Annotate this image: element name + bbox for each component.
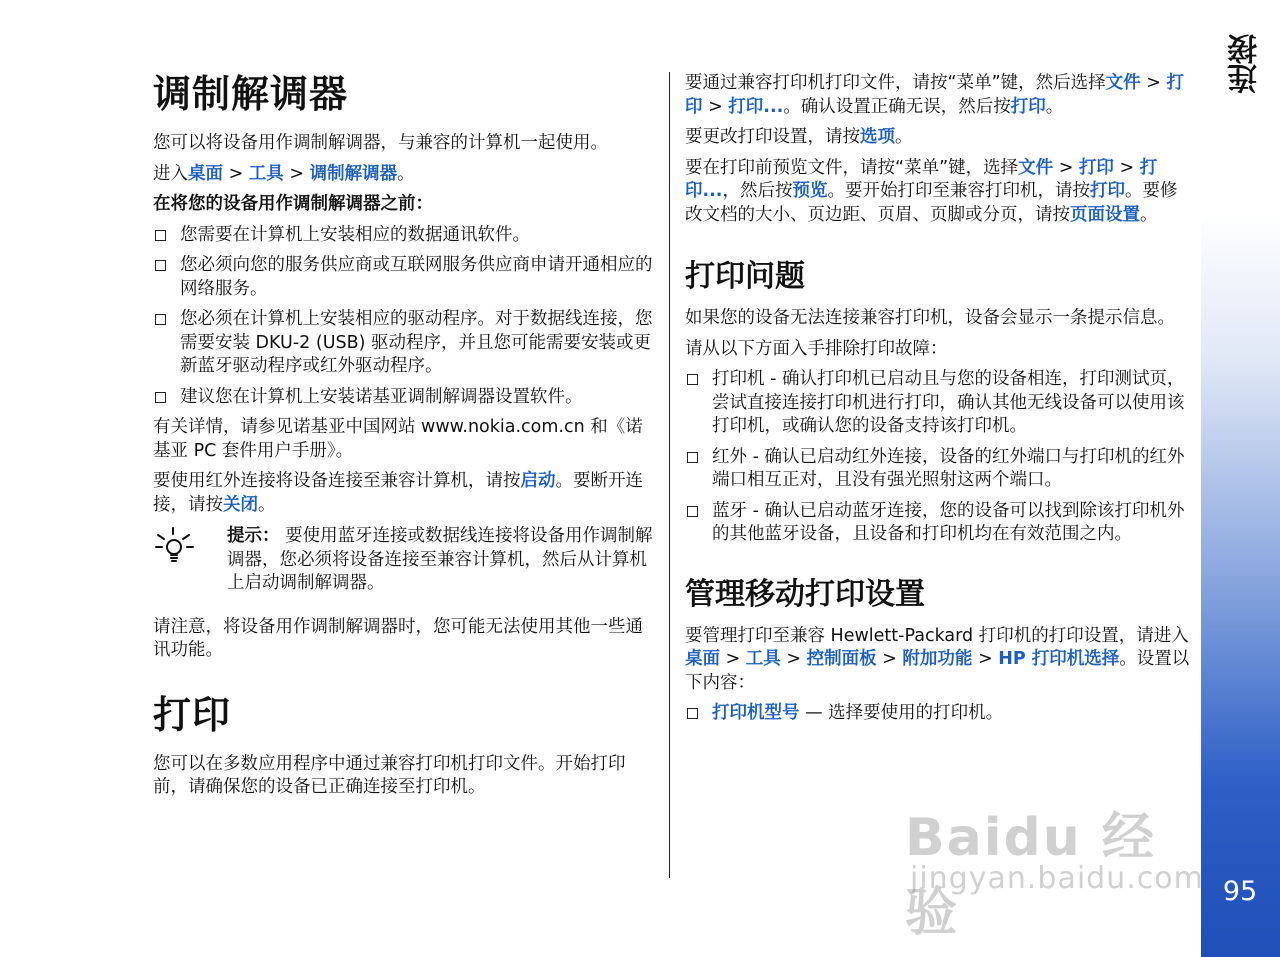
text: 要更改打印设置，请按: [685, 127, 860, 147]
section-heading-problems: 打印问题: [685, 259, 805, 294]
side-tab-bar: [1201, 0, 1280, 957]
modem-intro: 您可以将设备用作调制解调器，与兼容的计算机一起使用。: [153, 133, 608, 153]
list-item: [685, 702, 1190, 726]
list-item-text: 红外 - 确认已启动红外连接，设备的红外端口与打印机的红外端口相互正对，且没有强光照射这两个端口。: [712, 446, 1185, 490]
link-page-setup[interactable]: 页面设置: [1070, 204, 1140, 225]
problems-list: [685, 368, 1190, 547]
section-heading-modem: 调制解调器: [153, 72, 349, 116]
list-item-text: 选择要使用的打印机。: [828, 703, 1004, 723]
link-modem[interactable]: 调制解调器: [309, 163, 398, 184]
list-item: [153, 386, 658, 410]
list-item-text: 您必须向您的服务供应商或互联网服务供应商申请开通相应的网络服务。: [180, 255, 653, 299]
tip-label: 提示：: [227, 526, 280, 546]
nav-separator: >: [702, 96, 729, 117]
list-item: [153, 254, 658, 301]
nav-separator: >: [283, 163, 310, 184]
link-print-dots[interactable]: 打印...: [728, 96, 784, 117]
link-print[interactable]: 打印: [1078, 157, 1114, 178]
list-item: [153, 224, 658, 248]
link-tools[interactable]: 工具: [745, 649, 781, 669]
nav-separator: >: [720, 649, 746, 669]
link-close[interactable]: 关闭: [223, 494, 258, 515]
nav-separator: >: [972, 649, 999, 669]
list-item-text: 蓝牙 - 确认已启动蓝牙连接，您的设备可以找到除该打印机外的其他蓝牙设备，且设备和打印机均在有效范围之内。: [712, 500, 1185, 544]
watermark: [905, 795, 1204, 943]
list-item-text: 您需要在计算机上安装相应的数据通讯软件。: [180, 224, 530, 245]
checkbox-bullet-icon: [687, 506, 698, 517]
link-tools[interactable]: 工具: [248, 163, 284, 184]
text: 。: [1140, 204, 1158, 225]
checkbox-bullet-icon: [155, 230, 166, 241]
manage-path: [685, 625, 1190, 696]
column-divider: [669, 72, 670, 878]
nav-separator: >: [876, 649, 903, 669]
text: 。要修改文档的大小、页边距、页眉、页脚或分页，请按: [685, 181, 1178, 225]
list-item-text: 您必须在计算机上安装相应的驱动程序。对于数据线连接，您需要安装 DKU-2 (USB) 驱动程序，并且您可能需要安装或更新蓝牙驱动程序或红外驱动程序。: [180, 309, 653, 376]
section-heading-print: 打印: [153, 692, 232, 737]
text: 要管理打印至兼容 Hewlett-Packard 打印机的打印设置，请进入: [685, 625, 1189, 646]
link-printer-model[interactable]: 打印机型号: [712, 703, 800, 723]
link-preview[interactable]: 预览: [792, 181, 828, 201]
list-item: [153, 308, 658, 379]
text: 。: [1045, 96, 1064, 117]
dash: —: [799, 703, 829, 723]
nav-separator: >: [223, 163, 249, 184]
list-item: [685, 368, 1190, 439]
text: ，然后按: [722, 181, 793, 201]
page-number: 95: [1222, 876, 1258, 907]
tip-text: [227, 525, 658, 596]
link-desktop[interactable]: 桌面: [685, 649, 720, 669]
link-options[interactable]: 选项: [860, 127, 895, 147]
modem-details: 有关详情，请参见诺基亚中国网站 www.nokia.com.cn 和《诺基亚 PC 套件用户手册》。: [153, 417, 643, 461]
modem-note: 请注意，将设备用作调制解调器时，您可能无法使用其他一些通讯功能。: [153, 616, 643, 660]
nav-separator: >: [1140, 73, 1167, 93]
checkbox-bullet-icon: [687, 374, 698, 385]
link-print-confirm[interactable]: 打印: [1010, 96, 1046, 117]
checkbox-bullet-icon: [155, 314, 166, 325]
print-intro: 您可以在多数应用程序中通过兼容打印机打印文件。开始打印前，请确保您的设备已正确连接至打印机。: [153, 753, 626, 797]
watermark-brand: Baidu 经验: [905, 808, 1156, 943]
list-item: [685, 446, 1190, 493]
link-print-dots[interactable]: 打印...: [685, 157, 1158, 201]
link-print-start[interactable]: 打印: [1089, 181, 1125, 201]
link-print[interactable]: 打印: [685, 73, 1184, 117]
problems-lead: 请从以下方面入手排除打印故障：: [685, 338, 948, 359]
link-add-ons[interactable]: 附加功能: [902, 649, 973, 669]
lightbulb-icon: [153, 525, 195, 567]
before-title: 在将您的设备用作调制解调器之前：: [153, 194, 433, 214]
nav-separator: >: [1053, 157, 1079, 178]
list-item: [685, 500, 1190, 547]
watermark-url: jingyan.baidu.com: [910, 861, 1204, 896]
checkbox-bullet-icon: [155, 392, 166, 403]
ir-text: 要使用红外连接将设备连接至兼容计算机，请按: [153, 471, 521, 491]
checkbox-bullet-icon: [687, 452, 698, 463]
nav-separator: >: [780, 649, 807, 669]
left-column: [153, 62, 658, 807]
tip-body: 要使用蓝牙连接或数据线连接将设备用作调制解调器，您必须将设备连接至兼容计算机，然后从计算机上启动调制解调器。: [227, 526, 653, 593]
tip-box: [153, 525, 658, 596]
print-preview: [685, 157, 1190, 228]
modem-infrared: [153, 470, 658, 517]
link-desktop[interactable]: 桌面: [188, 163, 223, 184]
text: 。: [895, 127, 913, 147]
right-column: [685, 72, 1190, 733]
ir-text: 。: [258, 494, 276, 515]
print-settings: [685, 126, 1190, 150]
text: 要在打印前预览文件，请按“菜单”键，选择: [685, 157, 1019, 178]
modem-nav-path: [153, 163, 658, 187]
text: 要通过兼容打印机打印文件，请按“菜单”键，然后选择: [685, 73, 1106, 93]
nav-prefix: 进入: [153, 163, 188, 184]
chapter-title: 连接: [1228, 34, 1263, 94]
text: 。确认设置正确无误，然后按: [783, 96, 1011, 117]
text: 。要开始打印至兼容打印机，请按: [827, 181, 1090, 201]
link-file[interactable]: 文件: [1018, 157, 1054, 178]
link-file[interactable]: 文件: [1105, 73, 1141, 93]
nav-separator: >: [1113, 157, 1140, 178]
checkbox-bullet-icon: [155, 260, 166, 271]
text: 。设置以下内容：: [685, 649, 1190, 693]
checkbox-bullet-icon: [687, 708, 698, 719]
problems-intro: 如果您的设备无法连接兼容打印机，设备会显示一条提示信息。: [685, 308, 1175, 328]
link-start[interactable]: 启动: [520, 471, 556, 491]
nav-suffix: 。: [397, 163, 415, 184]
section-heading-manage: 管理移动打印设置: [685, 576, 925, 612]
link-control-panel[interactable]: 控制面板: [806, 649, 877, 669]
ir-text: 。要断开连接，请按: [153, 471, 643, 515]
modem-requirements-list: [153, 224, 658, 410]
list-item-text: 建议您在计算机上安装诺基亚调制解调器设置软件。: [180, 386, 583, 407]
manage-list: [685, 702, 1190, 726]
link-hp-printer-select[interactable]: HP 打印机选择: [998, 649, 1120, 669]
list-item-text: 打印机 - 确认打印机已启动且与您的设备相连，打印测试页，尝试直接连接打印机进行打印，确认其他无线设备可以使用该打印机，或确认您的设备支持该打印机。: [712, 369, 1185, 436]
print-how: [685, 72, 1190, 119]
